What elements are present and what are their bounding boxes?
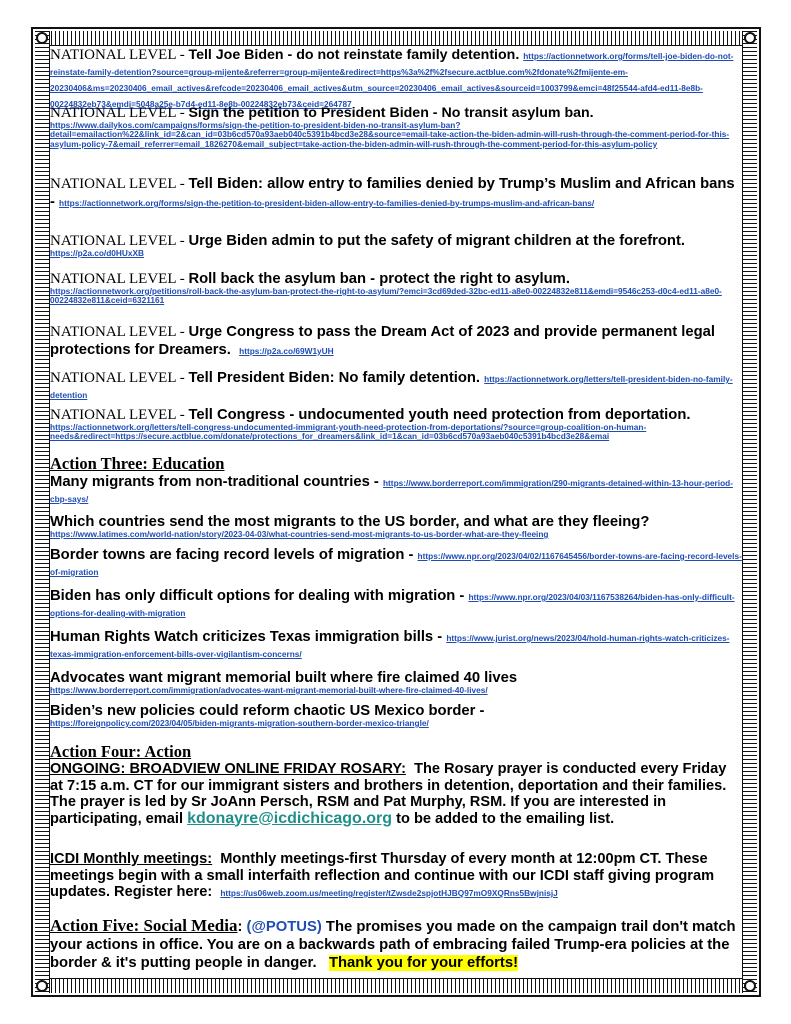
separator: -: [455, 588, 469, 604]
article-link[interactable]: https://www.latimes.com/world-nation/story/2023-04-03/what-countries-send-most-migrants-to-us-border-what-are-they-fleeing: [50, 529, 549, 539]
article-title: Border towns are facing record levels of migration: [50, 547, 405, 563]
border-pattern-right: [742, 31, 757, 993]
border-corner-ornament: [36, 32, 48, 44]
national-action-1: [50, 47, 742, 111]
education-item-1: [50, 474, 742, 506]
national-action-7: [50, 370, 742, 402]
social-media-message: The promises you made on the campaign trail don't match your actions in office. You are on a backwards path of embracing failed Trump-era policies at the border & it's putting people in danger.: [50, 919, 736, 971]
national-action-5: [50, 271, 742, 306]
level-label: NATIONAL LEVEL: [50, 370, 176, 386]
separator: -: [175, 233, 189, 249]
national-action-8: [50, 407, 742, 442]
level-label: NATIONAL LEVEL: [50, 407, 176, 423]
level-label: NATIONAL LEVEL: [50, 324, 176, 340]
action-link[interactable]: https://actionnetwork.org/petitions/roll-back-the-asylum-ban-protect-the-right-to-asylum/?emci=3cd69ded-32bc-ed11-a8e0-00224832e811&emdi=9546c253-d0c4-ed11-a8e0-00224832e811&ceid=6321161: [50, 286, 722, 306]
separator: -: [50, 194, 60, 210]
article-title: Biden’s new policies could reform chaotic US Mexico border: [50, 703, 476, 719]
thanks-highlight: Thank you for your efforts!: [328, 955, 519, 971]
separator: :: [237, 919, 243, 935]
separator: -: [175, 324, 189, 340]
action-title: Urge Congress to pass the Dream Act of 2023 and provide permanent legal protections for Dreamers.: [50, 324, 715, 358]
article-link[interactable]: https://www.borderreport.com/immigration/290-migrants-detained-within-13-hour-period-cbp-says/: [50, 478, 733, 504]
article-link[interactable]: https://www.npr.org/2023/04/02/1167645456/border-towns-are-facing-record-levels-of-migration: [50, 551, 742, 577]
separator: -: [175, 370, 189, 386]
separator: -: [369, 474, 383, 490]
separator: -: [175, 47, 189, 63]
level-label: NATIONAL LEVEL: [50, 271, 176, 287]
separator: -: [175, 271, 189, 287]
national-action-6: [50, 323, 742, 359]
separator: -: [175, 105, 189, 121]
national-action-3: [50, 175, 742, 211]
section-heading-social-media: Action Five: Social Media: [50, 916, 238, 935]
article-link[interactable]: https://www.borderreport.com/immigration/advocates-want-migrant-memorial-built-where-fire-claimed-40-lives/: [50, 685, 488, 695]
social-media-paragraph: [50, 917, 742, 972]
action-title: Tell Joe Biden - do not reinstate family detention.: [188, 47, 520, 63]
article-title: Which countries send the most migrants to the US border, and what are they fleeing?: [50, 514, 650, 530]
education-item-5: [50, 629, 742, 661]
border-corner-ornament: [744, 32, 756, 44]
action-link[interactable]: https://p2a.co/69W1yUH: [239, 346, 334, 356]
article-link[interactable]: https://www.jurist.org/news/2023/04/hold-human-rights-watch-criticizes-texas-immigration-enforcement-bills-over-vigilantism-concerns/: [50, 633, 730, 659]
education-item-7: [50, 703, 742, 728]
article-link[interactable]: https://www.npr.org/2023/04/03/1167538264/biden-has-only-difficult-options-for-dealing-with-migration: [50, 592, 735, 618]
level-label: NATIONAL LEVEL: [50, 47, 176, 63]
rosary-tail: to be added to the emailing list.: [396, 810, 615, 827]
action-link[interactable]: https://actionnetwork.org/letters/tell-congress-undocumented-immigrant-youth-need-protection-from-deportations/?source=group-coalition-on-human-needs&redirect=https://secure.actblue.com/donate/protections_for_dreamers&link_id=1&can_id=03b6cd570a93aeb040c5391b4bcd3e28&emai: [50, 422, 647, 442]
border-corner-ornament: [744, 980, 756, 992]
meetings-title: ICDI Monthly meetings:: [50, 851, 213, 867]
contact-email-link[interactable]: kdonayre@icdichicago.org: [187, 809, 393, 827]
action-link[interactable]: https://actionnetwork.org/letters/tell-president-biden-no-family-detention: [50, 374, 733, 400]
national-action-4: [50, 233, 742, 258]
potus-handle: (@POTUS): [246, 919, 322, 935]
action-link[interactable]: https://www.dailykos.com/campaigns/forms/sign-the-petition-to-president-biden-no-transit-asylum-ban?detail=emailaction%22&link_id=2&can_id=03b6cd570a93aeb040c5391b4bcd3e28&source=email-take-action-the-biden-admin-will-rush-through-the-comment-period-for-this-asylum-policy-7&email_referrer=email_1826270&email_subject=take-action-the-biden-admin-will-rush-through-the-comment-period-for-this-asylum-policy: [50, 120, 730, 149]
action-title: Tell Biden: allow entry to families denied by Trump’s Muslim and African bans: [188, 176, 735, 192]
section-heading-education: Action Three: Education: [50, 454, 225, 473]
action-title: Roll back the asylum ban - protect the right to asylum.: [188, 271, 570, 287]
rosary-paragraph: [50, 761, 742, 827]
border-corner-ornament: [36, 980, 48, 992]
separator: -: [175, 176, 189, 192]
border-pattern-left: [35, 31, 50, 993]
article-title: Biden has only difficult options for dealing with migration: [50, 588, 456, 604]
separator: -: [404, 547, 418, 563]
action-title: Tell President Biden: No family detention.: [188, 370, 481, 386]
level-label: NATIONAL LEVEL: [50, 233, 176, 249]
article-title: Human Rights Watch criticizes Texas immigration bills: [50, 629, 434, 645]
action-link[interactable]: https://actionnetwork.org/forms/sign-the-petition-to-president-biden-allow-entry-to-families-denied-by-trumps-muslim-and-african-bans/: [59, 198, 595, 208]
separator: -: [475, 703, 485, 719]
action-title: Urge Biden admin to put the safety of migrant children at the forefront.: [188, 233, 686, 249]
level-label: NATIONAL LEVEL: [50, 176, 176, 192]
education-item-2: [50, 514, 742, 539]
page-content: [50, 47, 742, 977]
page-border: [31, 27, 761, 997]
action-link[interactable]: https://actionnetwork.org/forms/tell-joe-biden-do-not-reinstate-family-detention?source=group-mijente&referrer=group-mijente&redirect=https%3a%2f%2fsecure.actblue.com%2fdonate%2fmijente-em-20230406&ms=20230406_email_actives&refcode=20230406_email_actives&utm_source=20230406_email_actives&sourceid=1003799&emci=48f25544-afd4-ed11-8e8b-00224832eb73&emdi=5048a25e-b7d4-ed11-8e8b-00224832eb73&ceid=264787: [50, 51, 734, 109]
article-link[interactable]: https://foreignpolicy.com/2023/04/05/biden-migrants-migration-southern-border-mexico-triangle/: [50, 718, 429, 728]
border-pattern-top: [35, 31, 757, 46]
meetings-paragraph: [50, 851, 742, 901]
register-link[interactable]: https://us06web.zoom.us/meeting/register/tZwsde2spjotHJBQ97mO9XQRns5BwjnisjJ: [220, 888, 558, 898]
separator: -: [433, 629, 447, 645]
education-item-6: [50, 670, 742, 695]
article-title: Many migrants from non-traditional countries: [50, 474, 370, 490]
article-title: Advocates want migrant memorial built where fire claimed 40 lives: [50, 670, 518, 686]
national-action-2: [50, 105, 742, 149]
action-title: Tell Congress - undocumented youth need protection from deportation.: [188, 407, 691, 423]
level-label: NATIONAL LEVEL: [50, 105, 176, 121]
section-heading-action: Action Four: Action: [50, 742, 192, 761]
action-link[interactable]: https://p2a.co/d0HUxXB: [50, 248, 145, 258]
meetings-text: Monthly meetings-first Thursday of every month at 12:00pm CT. These meetings begin with a small interfaith reflection and continue with our ICDI staff giving program updates. Register here:: [50, 851, 715, 900]
action-title: Sign the petition to President Biden - No transit asylum ban.: [188, 105, 594, 121]
separator: -: [175, 407, 189, 423]
education-item-3: [50, 547, 742, 579]
rosary-title: ONGOING: BROADVIEW ONLINE FRIDAY ROSARY:: [50, 761, 406, 777]
border-pattern-bottom: [35, 978, 757, 993]
education-item-4: [50, 588, 742, 620]
rosary-text: The Rosary prayer is conducted every Friday at 7:15 a.m. CT for our immigrant sisters and brothers in detention, deportation and their families. The prayer is led by Sr JoAnn Persch, RSM and Pat Murphy, RSM. If you are interested in participating, email: [50, 761, 727, 827]
